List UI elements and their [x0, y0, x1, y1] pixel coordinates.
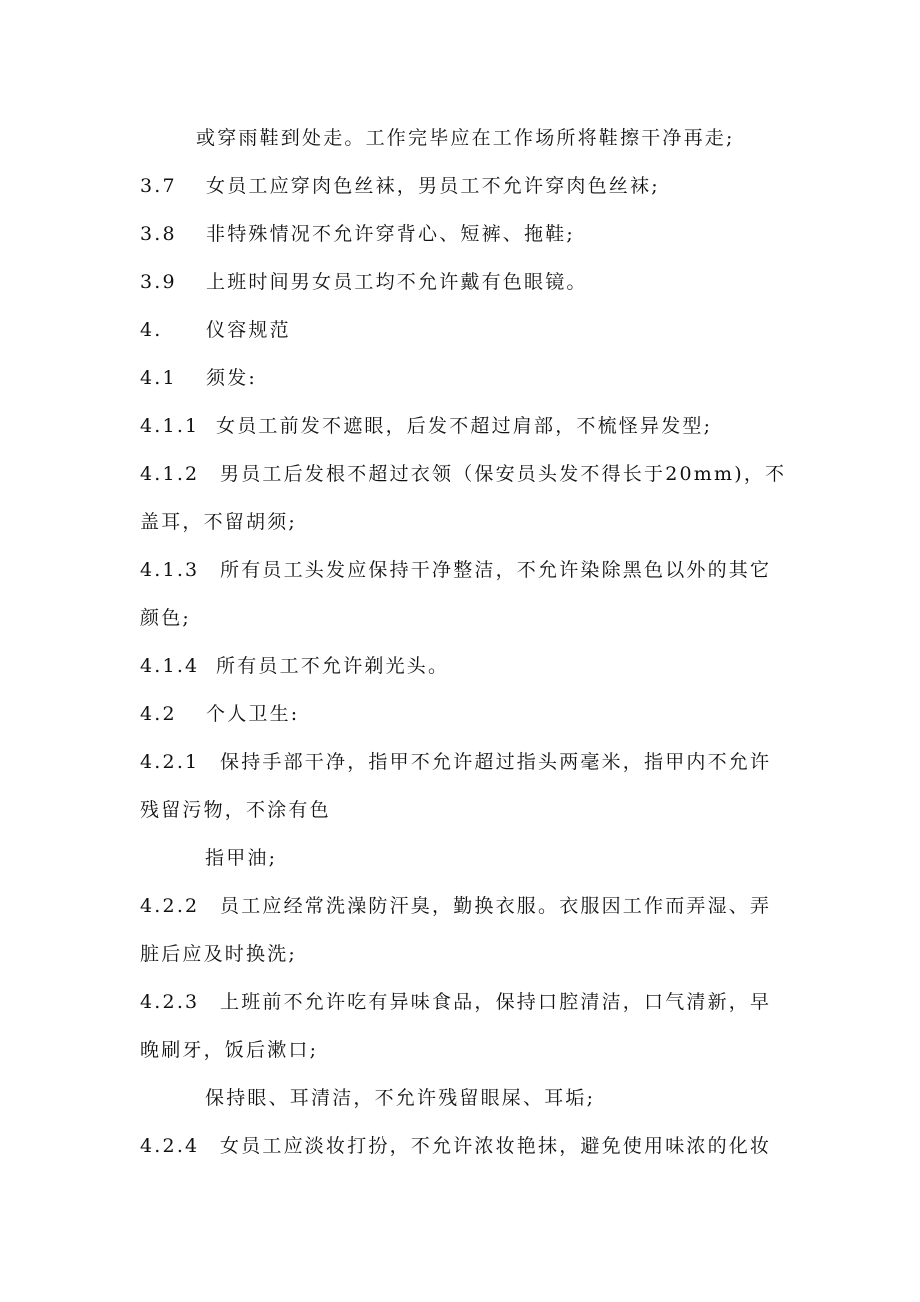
- line-text: 或穿雨鞋到处走。工作完毕应在工作场所将鞋擦干净再走;: [196, 127, 735, 149]
- line-text: 盖耳，不留胡须;: [140, 511, 298, 533]
- clause-number: 4.2.2: [140, 895, 200, 917]
- clause-4-2-4: [140, 1134, 785, 1158]
- clause-number: 4.2: [140, 703, 177, 725]
- clause-4-2-1: [140, 750, 785, 774]
- clause-text: 非特殊情况不允许穿背心、短裤、拖鞋;: [206, 223, 576, 245]
- text-line-continuation: [140, 510, 785, 534]
- clause-number: 3.8: [140, 223, 177, 245]
- section-title: 仪容规范: [206, 319, 291, 341]
- clause-text: 个人卫生:: [206, 703, 300, 725]
- line-text: 颜色;: [140, 607, 192, 629]
- clause-4-2: [140, 702, 785, 726]
- clause-number: 4.2.1: [140, 751, 200, 773]
- clause-text: 须发:: [206, 367, 258, 389]
- clause-text: 女员工前发不遮眼，后发不超过肩部，不梳怪异发型;: [216, 415, 713, 437]
- line-text: 晚刷牙，饭后漱口;: [140, 1039, 319, 1061]
- clause-text: 男员工后发根不超过衣领（保安员头发不得长于20mm)，不: [220, 463, 787, 485]
- clause-4-1: [140, 366, 785, 390]
- text-line-continuation: [140, 942, 785, 966]
- clause-number: 4.2.3: [140, 991, 200, 1013]
- clause-3-7: [140, 174, 785, 198]
- clause-number: 4.2.4: [140, 1135, 200, 1157]
- text-line-continuation: [140, 798, 785, 822]
- clause-text: 所有员工不允许剃光头。: [216, 655, 450, 677]
- text-line-continuation: [140, 1038, 785, 1062]
- clause-number: 4.1: [140, 367, 177, 389]
- clause-text: 上班时间男女员工均不允许戴有色眼镜。: [206, 271, 588, 293]
- clause-text: 保持手部干净，指甲不允许超过指头两毫米，指甲内不允许: [220, 751, 772, 773]
- clause-number: 4.1.3: [140, 559, 200, 581]
- section-4-heading: [140, 318, 785, 342]
- clause-4-2-3: [140, 990, 785, 1014]
- clause-number: 4.1.2: [140, 463, 200, 485]
- clause-text: 所有员工头发应保持干净整洁，不允许染除黑色以外的其它: [220, 559, 772, 581]
- clause-text: 女员工应淡妆打扮，不允许浓妆艳抹，避免使用味浓的化妆: [220, 1135, 772, 1157]
- line-text: 残留污物，不涂有色: [140, 799, 331, 821]
- text-line-continuation: [140, 606, 785, 630]
- clause-4-1-3: [140, 558, 785, 582]
- clause-number: 3.9: [140, 271, 177, 293]
- clause-3-8: [140, 222, 785, 246]
- clause-4-2-2: [140, 894, 785, 918]
- clause-4-1-1: [140, 414, 785, 438]
- clause-text: 员工应经常洗澡防汗臭，勤换衣服。衣服因工作而弄湿、弄: [220, 895, 772, 917]
- clause-text: 女员工应穿肉色丝袜，男员工不允许穿肉色丝袜;: [206, 175, 660, 197]
- clause-number: 4.1.4: [140, 655, 200, 677]
- clause-number: 4.1.1: [140, 415, 200, 437]
- text-line-continuation: [205, 846, 850, 870]
- clause-3-9: [140, 270, 785, 294]
- clause-text: 上班前不允许吃有异味食品，保持口腔清洁，口气清新，早: [220, 991, 772, 1013]
- line-text: 指甲油;: [205, 847, 278, 869]
- line-text: 保持眼、耳清洁，不允许残留眼屎、耳垢;: [205, 1087, 596, 1109]
- section-number: 4.: [140, 319, 163, 341]
- text-line: [205, 1086, 850, 1110]
- clause-4-1-2: [140, 462, 785, 486]
- clause-4-1-4: [140, 654, 785, 678]
- line-text: 脏后应及时换洗;: [140, 943, 298, 965]
- text-line: [196, 126, 841, 150]
- clause-number: 3.7: [140, 175, 177, 197]
